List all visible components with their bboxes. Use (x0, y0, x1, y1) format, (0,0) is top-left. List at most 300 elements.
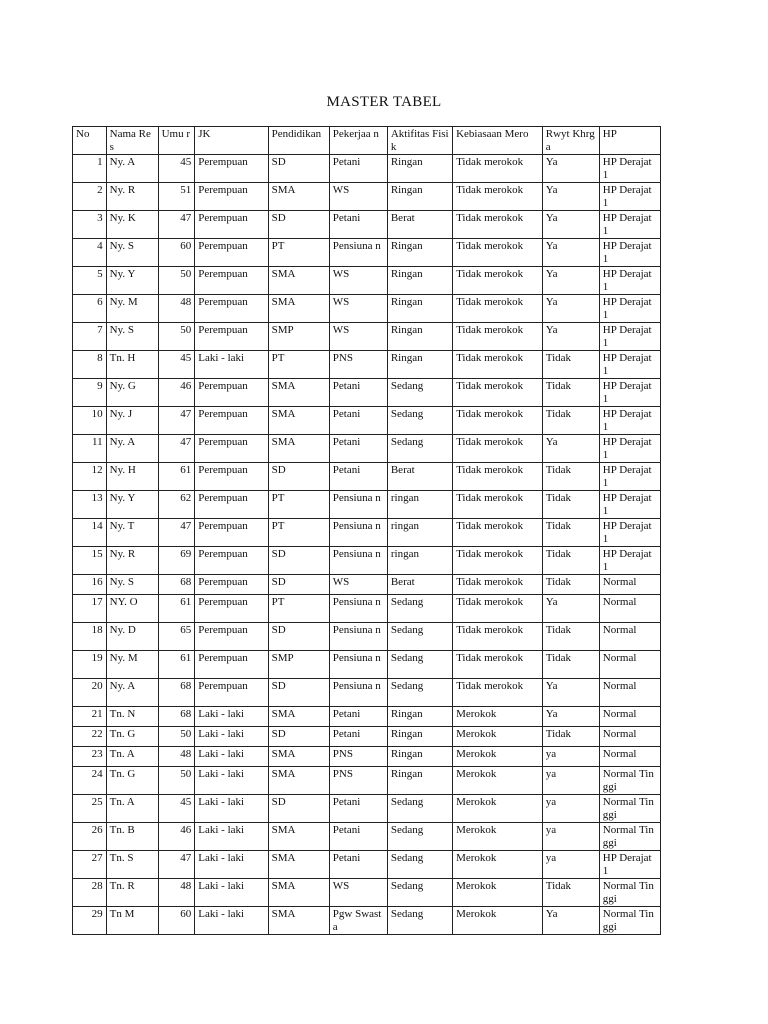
cell-riwayat-keluarga: Ya (542, 435, 599, 463)
cell-pendidikan: SMA (268, 707, 329, 727)
cell-aktifitas-fisik: Ringan (387, 323, 452, 351)
cell-kebiasaan-merokok: Merokok (453, 879, 543, 907)
table-header-row (73, 127, 661, 155)
cell-aktifitas-fisik: Ringan (387, 155, 452, 183)
cell-nama-res: Tn. A (106, 747, 158, 767)
cell-pendidikan: SMA (268, 879, 329, 907)
cell-kebiasaan-merokok: Tidak merokok (453, 323, 543, 351)
cell-no: 8 (73, 351, 107, 379)
table-row (73, 767, 661, 795)
cell-aktifitas-fisik: Sedang (387, 595, 452, 623)
cell-riwayat-keluarga: Ya (542, 295, 599, 323)
cell-kebiasaan-merokok: Merokok (453, 727, 543, 747)
cell-jk: Perempuan (195, 651, 268, 679)
table-row (73, 267, 661, 295)
cell-pendidikan: SMA (268, 267, 329, 295)
cell-hp: HP Derajat 1 (599, 183, 660, 211)
cell-aktifitas-fisik: Ringan (387, 183, 452, 211)
cell-kebiasaan-merokok: Tidak merokok (453, 239, 543, 267)
cell-hp: Normal Tinggi (599, 823, 660, 851)
cell-umur: 45 (158, 155, 195, 183)
cell-umur: 65 (158, 623, 195, 651)
cell-pendidikan: SMA (268, 435, 329, 463)
cell-riwayat-keluarga: ya (542, 851, 599, 879)
cell-umur: 69 (158, 547, 195, 575)
table-row (73, 351, 661, 379)
table-body (73, 155, 661, 935)
cell-nama-res: Ny. T (106, 519, 158, 547)
cell-umur: 50 (158, 727, 195, 747)
cell-nama-res: NY. O (106, 595, 158, 623)
cell-hp: Normal Tinggi (599, 879, 660, 907)
cell-kebiasaan-merokok: Tidak merokok (453, 435, 543, 463)
cell-riwayat-keluarga: Ya (542, 211, 599, 239)
cell-pekerjaan: Petani (329, 155, 387, 183)
cell-no: 9 (73, 379, 107, 407)
table-row (73, 795, 661, 823)
cell-hp: HP Derajat 1 (599, 211, 660, 239)
cell-aktifitas-fisik: Sedang (387, 907, 452, 935)
cell-kebiasaan-merokok: Tidak merokok (453, 491, 543, 519)
cell-kebiasaan-merokok: Tidak merokok (453, 379, 543, 407)
cell-kebiasaan-merokok: Merokok (453, 823, 543, 851)
cell-pekerjaan: WS (329, 323, 387, 351)
cell-pekerjaan: Petani (329, 707, 387, 727)
cell-riwayat-keluarga: Tidak (542, 879, 599, 907)
cell-kebiasaan-merokok: Tidak merokok (453, 155, 543, 183)
cell-pekerjaan: Pensiuna n (329, 595, 387, 623)
cell-riwayat-keluarga: Ya (542, 183, 599, 211)
cell-hp: HP Derajat 1 (599, 547, 660, 575)
cell-kebiasaan-merokok: Tidak merokok (453, 595, 543, 623)
cell-hp: HP Derajat 1 (599, 491, 660, 519)
cell-no: 25 (73, 795, 107, 823)
cell-aktifitas-fisik: Ringan (387, 767, 452, 795)
cell-riwayat-keluarga: ya (542, 823, 599, 851)
cell-jk: Perempuan (195, 679, 268, 707)
cell-hp: HP Derajat 1 (599, 519, 660, 547)
cell-nama-res: Ny. S (106, 323, 158, 351)
cell-umur: 50 (158, 767, 195, 795)
cell-riwayat-keluarga: Tidak (542, 575, 599, 595)
cell-jk: Perempuan (195, 379, 268, 407)
cell-pendidikan: SMA (268, 767, 329, 795)
cell-umur: 47 (158, 211, 195, 239)
cell-kebiasaan-merokok: Merokok (453, 747, 543, 767)
cell-no: 23 (73, 747, 107, 767)
cell-hp: Normal (599, 747, 660, 767)
cell-nama-res: Ny. A (106, 435, 158, 463)
cell-pekerjaan: PNS (329, 351, 387, 379)
cell-kebiasaan-merokok: Tidak merokok (453, 407, 543, 435)
cell-hp: Normal (599, 707, 660, 727)
cell-jk: Perempuan (195, 239, 268, 267)
cell-no: 16 (73, 575, 107, 595)
cell-hp: HP Derajat 1 (599, 407, 660, 435)
cell-pendidikan: SD (268, 155, 329, 183)
cell-hp: HP Derajat 1 (599, 851, 660, 879)
cell-pendidikan: SMA (268, 183, 329, 211)
cell-jk: Laki - laki (195, 351, 268, 379)
cell-nama-res: Ny. A (106, 679, 158, 707)
table-row (73, 727, 661, 747)
cell-kebiasaan-merokok: Merokok (453, 907, 543, 935)
cell-kebiasaan-merokok: Tidak merokok (453, 519, 543, 547)
cell-hp: HP Derajat 1 (599, 267, 660, 295)
cell-no: 28 (73, 879, 107, 907)
cell-kebiasaan-merokok: Tidak merokok (453, 575, 543, 595)
cell-pekerjaan: Petani (329, 407, 387, 435)
cell-umur: 51 (158, 183, 195, 211)
cell-riwayat-keluarga: Ya (542, 707, 599, 727)
cell-umur: 48 (158, 879, 195, 907)
cell-pekerjaan: Petani (329, 795, 387, 823)
cell-pendidikan: PT (268, 519, 329, 547)
cell-pekerjaan: Pgw Swasta (329, 907, 387, 935)
cell-umur: 48 (158, 295, 195, 323)
cell-no: 24 (73, 767, 107, 795)
master-table (72, 126, 661, 935)
cell-hp: HP Derajat 1 (599, 463, 660, 491)
cell-riwayat-keluarga: Tidak (542, 351, 599, 379)
cell-aktifitas-fisik: Sedang (387, 679, 452, 707)
table-row (73, 379, 661, 407)
cell-pekerjaan: Pensiuna n (329, 239, 387, 267)
cell-aktifitas-fisik: Sedang (387, 879, 452, 907)
cell-pendidikan: SMA (268, 295, 329, 323)
cell-riwayat-keluarga: Ya (542, 679, 599, 707)
cell-no: 21 (73, 707, 107, 727)
header-aktifitas-fisik: Aktifitas Fisik (387, 127, 452, 155)
cell-umur: 61 (158, 651, 195, 679)
cell-umur: 46 (158, 823, 195, 851)
cell-aktifitas-fisik: Sedang (387, 379, 452, 407)
cell-pendidikan: SMP (268, 651, 329, 679)
cell-pendidikan: SD (268, 795, 329, 823)
cell-no: 4 (73, 239, 107, 267)
cell-pekerjaan: Pensiuna n (329, 679, 387, 707)
header-pendidikan: Pendidikan (268, 127, 329, 155)
cell-umur: 61 (158, 463, 195, 491)
cell-hp: Normal Tinggi (599, 795, 660, 823)
cell-nama-res: Ny. A (106, 155, 158, 183)
table-row (73, 491, 661, 519)
header-no: No (73, 127, 107, 155)
cell-pendidikan: SD (268, 623, 329, 651)
cell-riwayat-keluarga: ya (542, 767, 599, 795)
cell-pendidikan: SD (268, 727, 329, 747)
table-row (73, 851, 661, 879)
cell-riwayat-keluarga: Tidak (542, 623, 599, 651)
cell-umur: 45 (158, 795, 195, 823)
cell-nama-res: Ny. R (106, 183, 158, 211)
cell-kebiasaan-merokok: Tidak merokok (453, 547, 543, 575)
cell-hp: HP Derajat 1 (599, 351, 660, 379)
cell-jk: Perempuan (195, 295, 268, 323)
cell-aktifitas-fisik: Ringan (387, 351, 452, 379)
cell-aktifitas-fisik: Sedang (387, 623, 452, 651)
cell-pendidikan: SMA (268, 851, 329, 879)
cell-umur: 61 (158, 595, 195, 623)
table-row (73, 651, 661, 679)
cell-aktifitas-fisik: Ringan (387, 747, 452, 767)
cell-aktifitas-fisik: Ringan (387, 267, 452, 295)
cell-jk: Perempuan (195, 183, 268, 211)
cell-riwayat-keluarga: Tidak (542, 651, 599, 679)
cell-pekerjaan: PNS (329, 747, 387, 767)
cell-pekerjaan: Pensiuna n (329, 491, 387, 519)
cell-hp: Normal (599, 727, 660, 747)
cell-riwayat-keluarga: ya (542, 747, 599, 767)
cell-jk: Perempuan (195, 623, 268, 651)
cell-nama-res: Ny. R (106, 547, 158, 575)
table-row (73, 295, 661, 323)
cell-riwayat-keluarga: Tidak (542, 379, 599, 407)
cell-aktifitas-fisik: Berat (387, 211, 452, 239)
cell-aktifitas-fisik: Ringan (387, 239, 452, 267)
table-row (73, 575, 661, 595)
cell-nama-res: Ny. S (106, 575, 158, 595)
cell-aktifitas-fisik: Sedang (387, 823, 452, 851)
cell-pendidikan: SD (268, 211, 329, 239)
cell-pekerjaan: Petani (329, 823, 387, 851)
cell-jk: Laki - laki (195, 747, 268, 767)
cell-umur: 50 (158, 323, 195, 351)
cell-nama-res: Ny. G (106, 379, 158, 407)
cell-jk: Perempuan (195, 323, 268, 351)
cell-nama-res: Ny. M (106, 295, 158, 323)
cell-nama-res: Ny. K (106, 211, 158, 239)
table-row (73, 679, 661, 707)
header-pekerjaan: Pekerjaa n (329, 127, 387, 155)
cell-aktifitas-fisik: ringan (387, 491, 452, 519)
cell-nama-res: Ny. Y (106, 491, 158, 519)
cell-kebiasaan-merokok: Tidak merokok (453, 183, 543, 211)
cell-no: 12 (73, 463, 107, 491)
cell-nama-res: Ny. J (106, 407, 158, 435)
cell-pendidikan: PT (268, 351, 329, 379)
cell-hp: Normal (599, 679, 660, 707)
table-row (73, 239, 661, 267)
cell-aktifitas-fisik: ringan (387, 547, 452, 575)
cell-kebiasaan-merokok: Merokok (453, 851, 543, 879)
cell-jk: Perempuan (195, 595, 268, 623)
cell-no: 6 (73, 295, 107, 323)
cell-riwayat-keluarga: Ya (542, 239, 599, 267)
cell-riwayat-keluarga: ya (542, 795, 599, 823)
cell-jk: Perempuan (195, 407, 268, 435)
cell-hp: Normal Tinggi (599, 767, 660, 795)
cell-umur: 62 (158, 491, 195, 519)
cell-aktifitas-fisik: Ringan (387, 295, 452, 323)
cell-no: 10 (73, 407, 107, 435)
cell-no: 11 (73, 435, 107, 463)
header-hp: HP (599, 127, 660, 155)
cell-kebiasaan-merokok: Merokok (453, 707, 543, 727)
cell-nama-res: Tn. R (106, 879, 158, 907)
cell-riwayat-keluarga: Ya (542, 155, 599, 183)
table-row (73, 407, 661, 435)
cell-pendidikan: SD (268, 547, 329, 575)
cell-umur: 68 (158, 707, 195, 727)
cell-riwayat-keluarga: Ya (542, 907, 599, 935)
cell-hp: HP Derajat 1 (599, 295, 660, 323)
cell-umur: 46 (158, 379, 195, 407)
cell-jk: Laki - laki (195, 851, 268, 879)
cell-pekerjaan: WS (329, 267, 387, 295)
cell-no: 1 (73, 155, 107, 183)
cell-pekerjaan: Petani (329, 851, 387, 879)
cell-no: 26 (73, 823, 107, 851)
cell-umur: 47 (158, 851, 195, 879)
cell-no: 29 (73, 907, 107, 935)
cell-jk: Perempuan (195, 211, 268, 239)
cell-pekerjaan: Pensiuna n (329, 651, 387, 679)
cell-umur: 47 (158, 407, 195, 435)
cell-jk: Perempuan (195, 463, 268, 491)
cell-umur: 47 (158, 519, 195, 547)
cell-jk: Perempuan (195, 491, 268, 519)
cell-pendidikan: SD (268, 575, 329, 595)
table-row (73, 623, 661, 651)
cell-no: 7 (73, 323, 107, 351)
cell-jk: Perempuan (195, 519, 268, 547)
cell-hp: HP Derajat 1 (599, 435, 660, 463)
page-title: MASTER TABEL (326, 94, 442, 110)
cell-umur: 68 (158, 679, 195, 707)
cell-pendidikan: SMA (268, 407, 329, 435)
cell-umur: 48 (158, 747, 195, 767)
cell-umur: 45 (158, 351, 195, 379)
cell-pekerjaan: WS (329, 183, 387, 211)
cell-nama-res: Tn. N (106, 707, 158, 727)
cell-riwayat-keluarga: Tidak (542, 407, 599, 435)
cell-aktifitas-fisik: Sedang (387, 851, 452, 879)
cell-kebiasaan-merokok: Tidak merokok (453, 267, 543, 295)
cell-aktifitas-fisik: Berat (387, 463, 452, 491)
cell-nama-res: Ny. S (106, 239, 158, 267)
table-row (73, 183, 661, 211)
table-row (73, 155, 661, 183)
cell-pekerjaan: Petani (329, 727, 387, 747)
cell-aktifitas-fisik: Sedang (387, 651, 452, 679)
cell-riwayat-keluarga: Ya (542, 595, 599, 623)
table-row (73, 823, 661, 851)
cell-pekerjaan: Petani (329, 463, 387, 491)
cell-no: 14 (73, 519, 107, 547)
header-riwayat-keluarga: Rwyt Khrga (542, 127, 599, 155)
cell-jk: Laki - laki (195, 707, 268, 727)
cell-pendidikan: SMA (268, 907, 329, 935)
cell-pekerjaan: Petani (329, 379, 387, 407)
cell-pendidikan: SMA (268, 379, 329, 407)
cell-no: 18 (73, 623, 107, 651)
cell-kebiasaan-merokok: Tidak merokok (453, 211, 543, 239)
cell-riwayat-keluarga: Tidak (542, 547, 599, 575)
cell-kebiasaan-merokok: Tidak merokok (453, 623, 543, 651)
table-row (73, 747, 661, 767)
cell-pekerjaan: WS (329, 575, 387, 595)
cell-aktifitas-fisik: Ringan (387, 707, 452, 727)
cell-hp: HP Derajat 1 (599, 323, 660, 351)
cell-jk: Laki - laki (195, 879, 268, 907)
cell-aktifitas-fisik: Sedang (387, 407, 452, 435)
cell-jk: Perempuan (195, 575, 268, 595)
cell-hp: Normal Tinggi (599, 907, 660, 935)
cell-nama-res: Ny. Y (106, 267, 158, 295)
table-row (73, 707, 661, 727)
cell-hp: HP Derajat 1 (599, 239, 660, 267)
cell-no: 3 (73, 211, 107, 239)
cell-umur: 60 (158, 239, 195, 267)
cell-pendidikan: SMP (268, 323, 329, 351)
cell-kebiasaan-merokok: Merokok (453, 795, 543, 823)
table-row (73, 519, 661, 547)
table-row (73, 595, 661, 623)
cell-pendidikan: PT (268, 239, 329, 267)
cell-umur: 60 (158, 907, 195, 935)
cell-kebiasaan-merokok: Tidak merokok (453, 295, 543, 323)
cell-kebiasaan-merokok: Tidak merokok (453, 651, 543, 679)
cell-jk: Laki - laki (195, 795, 268, 823)
cell-hp: Normal (599, 623, 660, 651)
table-row (73, 323, 661, 351)
cell-nama-res: Tn M (106, 907, 158, 935)
cell-no: 2 (73, 183, 107, 211)
cell-aktifitas-fisik: Ringan (387, 727, 452, 747)
cell-kebiasaan-merokok: Tidak merokok (453, 351, 543, 379)
cell-no: 27 (73, 851, 107, 879)
cell-no: 5 (73, 267, 107, 295)
cell-riwayat-keluarga: Tidak (542, 491, 599, 519)
table-row (73, 907, 661, 935)
cell-riwayat-keluarga: Tidak (542, 463, 599, 491)
cell-kebiasaan-merokok: Tidak merokok (453, 679, 543, 707)
table-row (73, 463, 661, 491)
cell-pekerjaan: Pensiuna n (329, 623, 387, 651)
cell-kebiasaan-merokok: Tidak merokok (453, 463, 543, 491)
cell-pendidikan: SD (268, 463, 329, 491)
table-row (73, 879, 661, 907)
header-umur: Umu r (158, 127, 195, 155)
cell-nama-res: Tn. G (106, 727, 158, 747)
cell-nama-res: Ny. M (106, 651, 158, 679)
cell-pekerjaan: PNS (329, 767, 387, 795)
cell-kebiasaan-merokok: Merokok (453, 767, 543, 795)
cell-aktifitas-fisik: Sedang (387, 435, 452, 463)
cell-riwayat-keluarga: Ya (542, 323, 599, 351)
cell-pendidikan: SMA (268, 823, 329, 851)
cell-pendidikan: SMA (268, 747, 329, 767)
cell-aktifitas-fisik: ringan (387, 519, 452, 547)
cell-aktifitas-fisik: Sedang (387, 795, 452, 823)
cell-nama-res: Ny. D (106, 623, 158, 651)
cell-riwayat-keluarga: Tidak (542, 727, 599, 747)
cell-umur: 50 (158, 267, 195, 295)
cell-nama-res: Tn. G (106, 767, 158, 795)
cell-nama-res: Ny. H (106, 463, 158, 491)
cell-riwayat-keluarga: Tidak (542, 519, 599, 547)
cell-jk: Laki - laki (195, 727, 268, 747)
cell-jk: Perempuan (195, 547, 268, 575)
cell-pekerjaan: Petani (329, 211, 387, 239)
cell-hp: HP Derajat 1 (599, 379, 660, 407)
cell-pekerjaan: Petani (329, 435, 387, 463)
cell-no: 20 (73, 679, 107, 707)
cell-hp: Normal (599, 575, 660, 595)
cell-jk: Laki - laki (195, 823, 268, 851)
cell-no: 22 (73, 727, 107, 747)
